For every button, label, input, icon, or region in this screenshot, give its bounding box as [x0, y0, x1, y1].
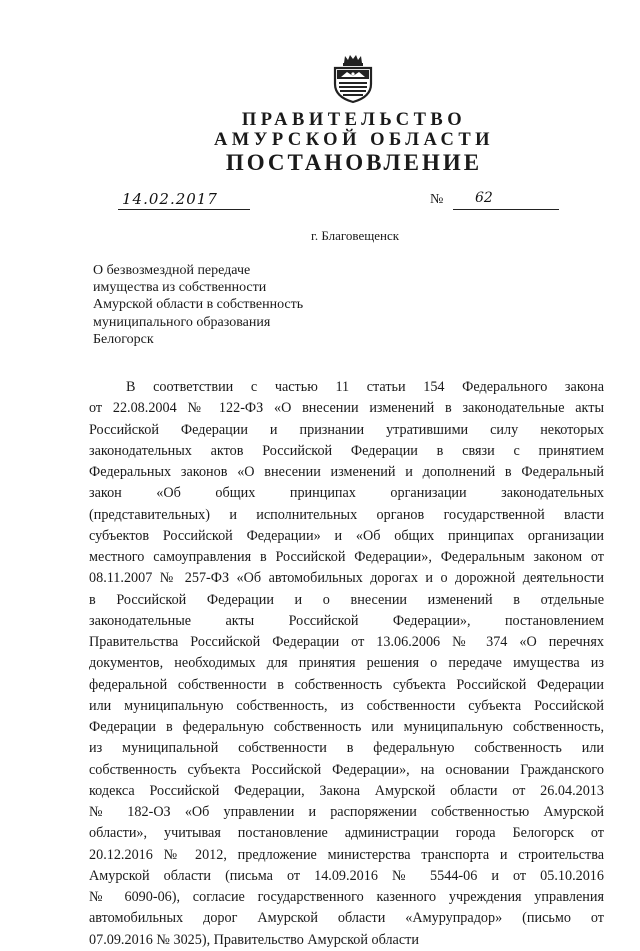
body-line: федеральной собственности в собственность субъекта Российской Федерации: [89, 676, 604, 693]
document-body: [89, 377, 604, 951]
body-line: Амурской области (письма от 14.09.2016 № 5544-06 и от 05.10.2016: [89, 867, 604, 884]
body-line: № 6090-06), согласие государственного казенного учреждения управления: [89, 889, 604, 905]
body-line: Российской Федерации и признании утратившими силу некоторых: [89, 421, 604, 438]
body-line: В соответствии с частью 11 статьи 154 Федерального закона: [126, 379, 604, 395]
body-line: собственность субъекта Российской Федерации», на основании Гражданского: [89, 761, 604, 778]
org-title-line1: ПРАВИТЕЛЬСТВО: [241, 110, 467, 130]
body-line: из муниципальной собственности в федеральную собственность или: [89, 740, 604, 757]
document-type: ПОСТАНОВЛЕНИЕ: [225, 150, 483, 175]
number-label: №: [430, 192, 444, 207]
body-line: законодательных актов Российской Федерации в связи с принятием: [89, 442, 604, 459]
body-line: субъектов Российской Федерации» и «Об общих принципах организации: [89, 527, 604, 544]
body-line: (представительных) и исполнительных органов государственной власти: [89, 506, 604, 523]
body-line: или муниципальную собственность, из собственности субъекта Российской: [89, 697, 604, 714]
body-line: закон «Об общих принципах организации законодательных: [89, 485, 604, 502]
body-line: автомобильных дорог Амурской области «Амурупрадор» (письмо от: [89, 910, 604, 927]
subject-line: имущества из собственности: [93, 280, 267, 296]
subject-line: Белогорск: [93, 331, 154, 347]
body-line: в Российской Федерации и о внесении изменений в отдельные: [89, 591, 604, 608]
coat-of-arms-icon: [331, 52, 375, 104]
body-line: 08.11.2007 № 257-ФЗ «Об автомобильных дорогах и о дорожной деятельности: [89, 570, 604, 587]
body-line: 07.09.2016 № 3025), Правительство Амурской области: [89, 931, 419, 948]
body-line: кодекса Российской Федерации, Закона Амурской области от 26.04.2013: [89, 782, 604, 799]
body-line: Федеральных законов «О внесении изменений и дополнений в Федеральный: [89, 464, 604, 480]
city-line: г. Благовещенск: [311, 228, 400, 243]
body-line: 20.12.2016 № 2012, предложение министерства транспорта и строительства: [89, 846, 604, 863]
subject-line: Амурской области в собственность: [93, 297, 304, 313]
subject-line: муниципального образования: [93, 314, 271, 330]
body-line: Федерации в федеральную собственность или муниципальную собственность,: [89, 719, 604, 735]
body-line: области», учитывая постановление администрации города Белогорск от: [89, 825, 604, 842]
body-line: от 22.08.2004 № 122-ФЗ «О внесении изменений в законодательные акты: [89, 400, 604, 417]
body-line: местного самоуправления в Российской Федерации», Федеральным законом от: [89, 549, 604, 565]
org-title-line2: АМУРСКОЙ ОБЛАСТИ: [213, 130, 495, 150]
subject-line: О безвозмездной передаче: [93, 263, 251, 278]
body-line: законодательные акты Российской Федерации», постановлением: [89, 612, 604, 629]
document-number: 62: [453, 190, 559, 210]
body-line: документов, необходимых для принятия решения о передаче имущества из: [89, 655, 604, 672]
document-subject: [93, 262, 353, 348]
body-line: Правительства Российской Федерации от 13.06.2006 № 374 «О перечнях: [89, 634, 604, 650]
document-date: 14.02.2017: [118, 190, 250, 210]
body-line: № 182-ОЗ «Об управлении и распоряжении собственностью Амурской: [89, 804, 604, 820]
